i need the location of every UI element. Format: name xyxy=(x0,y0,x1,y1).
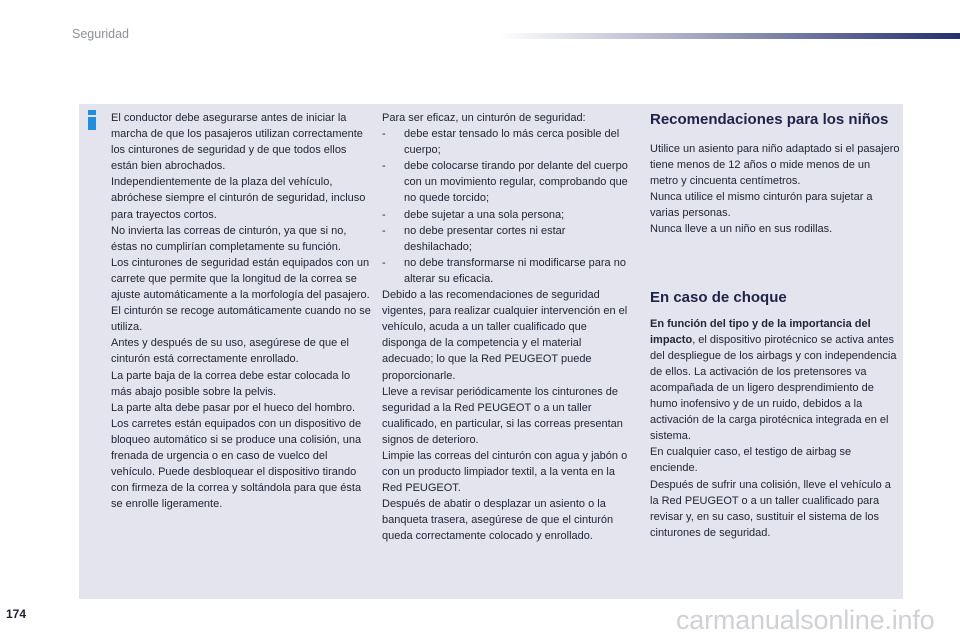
paragraph: El conductor debe asegurarse antes de iniciar la marcha de que los pasajeros utilizan correctamente los cinturones de seguridad y de que todos ellos están bien abrochados. xyxy=(111,112,363,173)
children-heading: Recomendaciones para los niños xyxy=(650,111,889,128)
spacer xyxy=(650,238,900,290)
paragraph: Lleve a revisar periódicamente los cinturones de seguridad a la Red PEUGEOT o a un taller cualificado, en particular, si las correas presentan signos de deterioro. xyxy=(382,385,623,446)
list-item-text: debe sujetar a una sola persona; xyxy=(404,208,565,221)
paragraph: Los carretes están equipados con un dispositivo de bloqueo automático si se produce una colisión, una frenada de urgencia o en caso de vuelco del vehículo. Puede desbloquear el dispositivo tirando con firmeza de la correa y soltándola para que ésta se enrolle ligeramente. xyxy=(111,417,362,511)
paragraph: La parte baja de la correa debe estar colocada lo más abajo posible sobre la pelvis. xyxy=(111,369,351,398)
impact-text: , el dispositivo pirotécnico se activa antes del despliegue de los airbags y con independencia de ellos. La activación de los pretensores va acompañada de un ligero desprendimiento de humo inofensivo y de un ruido, debidos a la activación de la carga pirotécnica integrada en el sistema. xyxy=(650,333,897,443)
paragraph: Nunca lleve a un niño en sus rodillas. xyxy=(650,223,833,236)
paragraph: Debido a las recomendaciones de seguridad vigentes, para realizar cualquier intervención en el vehículo, acuda a un taller cualificado que disponga de la competencia y el material adecuado; lo que la Red PEUGEOT puede proporcionarle. xyxy=(382,289,628,382)
paragraph: Después de abatir o desplazar un asiento o la banqueta trasera, asegúrese de que el cinturón queda correctamente colocado y enrollado. xyxy=(382,498,614,543)
list-intro: Para ser eficaz, un cinturón de seguridad: xyxy=(382,112,586,124)
paragraph: Utilice un asiento para niño adaptado si el pasajero tiene menos de 12 años o mide menos de un metro y cincuenta centímetros. xyxy=(650,143,900,188)
list-item-text: debe estar tensado lo más cerca posible del cuerpo; xyxy=(404,128,620,157)
dash-marker: - xyxy=(382,160,386,173)
section-title: Seguridad xyxy=(72,27,129,41)
list-item xyxy=(382,126,632,158)
seatbelt-general-column xyxy=(111,110,373,512)
crash-heading: En caso de choque xyxy=(650,288,787,306)
dash-marker: - xyxy=(382,208,386,221)
paragraph: Independientemente de la plaza del vehículo, abróchese siempre el cinturón de seguridad, incluso para trayectos cortos. xyxy=(111,176,366,221)
dash-marker: - xyxy=(382,128,386,141)
recommendations-column xyxy=(650,110,900,541)
paragraph: Limpie las correas del cinturón con agua y jabón o con un producto limpiador textil, a la venta en la Red PEUGEOT. xyxy=(382,449,628,495)
page-number: 174 xyxy=(6,607,27,621)
paragraph: La parte alta debe pasar por el hueco del hombro. xyxy=(111,401,355,414)
list-item xyxy=(382,207,632,223)
list-item-text: no debe transformarse ni modificarse para no alterar su eficacia. xyxy=(404,256,626,285)
list-item-text: no debe presentar cortes ni estar deshilachado; xyxy=(404,224,566,253)
impact-lead: En función del tipo y de la importancia del impacto xyxy=(650,317,871,346)
paragraph: Antes y después de su uso, asegúrese de que el cinturón está correctamente enrollado. xyxy=(111,337,349,366)
list-item xyxy=(382,255,632,287)
paragraph: Después de sufrir una colisión, lleve el vehículo a la Red PEUGEOT o a un taller cualificado para revisar y, en su caso, sustituir el sistema de los cinturones de seguridad. xyxy=(650,478,891,539)
list-item xyxy=(382,223,632,255)
paragraph: Los cinturones de seguridad están equipados con un carrete que permite que la longitud de la correa se ajuste automáticamente a la morfología del pasajero. El cinturón se recoge automáticamente cuando no se utiliza. xyxy=(111,256,371,334)
info-icon xyxy=(86,110,98,130)
list-item-text: debe colocarse tirando por delante del cuerpo con un movimiento regular, comprobando que no quede torcido; xyxy=(404,160,628,205)
requirements-list xyxy=(382,126,632,287)
watermark: carmanualsonline.info xyxy=(676,605,935,635)
header-bar xyxy=(500,33,960,39)
dash-marker: - xyxy=(382,224,386,237)
impact-paragraph xyxy=(650,316,900,445)
list-item xyxy=(382,158,632,206)
dash-marker: - xyxy=(382,256,386,269)
paragraph: No invierta las correas de cinturón, ya que si no, éstas no cumplirían completamente su función. xyxy=(111,224,347,253)
paragraph: Nunca utilice el mismo cinturón para sujetar a varias personas. xyxy=(650,191,873,220)
paragraph: En cualquier caso, el testigo de airbag se enciende. xyxy=(650,446,852,475)
seatbelt-requirements-column xyxy=(382,110,632,545)
